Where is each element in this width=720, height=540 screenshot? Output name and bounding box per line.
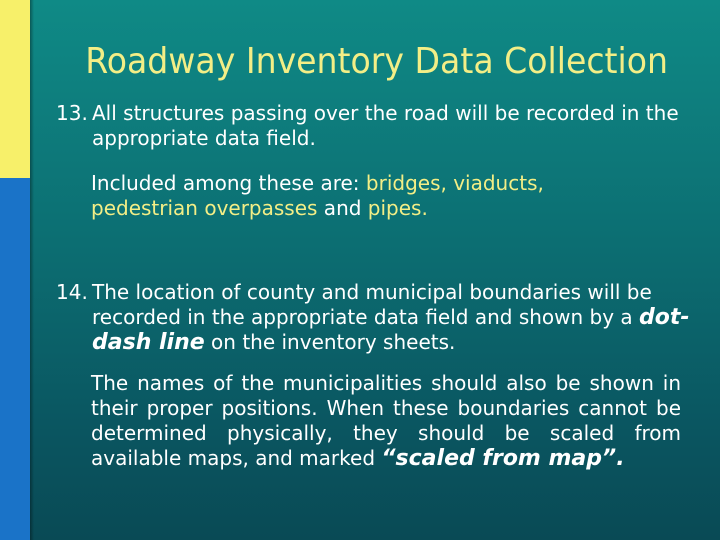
list-item-14 [56, 280, 696, 355]
item-number: 13. [56, 101, 88, 125]
item-text: All structures passing over the road will be recorded in the appropriate data field. [92, 101, 679, 150]
detail-text: The names of the municipalities should also be shown in their proper positions. When these boundaries cannot be determined physically, they should be scaled from available maps, and marked [91, 371, 681, 470]
highlight-pipes: pipes. [367, 196, 428, 220]
left-strip-shadow [30, 0, 34, 540]
highlight-pedestrian-overpasses: pedestrian overpasses [91, 196, 318, 220]
emphasis-scaled-from-map: “scaled from map”. [381, 446, 625, 471]
item-text-part2: on the inventory sheets. [204, 330, 456, 354]
item-text-part1: The location of county and municipal boundaries will be recorded in the appropriate data field and shown by a [92, 280, 652, 329]
item-number: 14. [56, 280, 88, 304]
list-item-13 [56, 101, 696, 151]
item-text [92, 280, 696, 355]
highlight-bridges-viaducts: bridges, viaducts, [365, 171, 544, 195]
detail-and: and [317, 196, 368, 220]
slide-title: Roadway Inventory Data Collection [85, 41, 668, 82]
left-accent-strip-yellow [0, 0, 30, 178]
detail-text: Included among these are: [91, 171, 366, 195]
emphasis-dot-dash-line: dot-dash line [92, 305, 690, 355]
item-13-detail [91, 171, 681, 221]
item-14-detail [91, 371, 681, 471]
